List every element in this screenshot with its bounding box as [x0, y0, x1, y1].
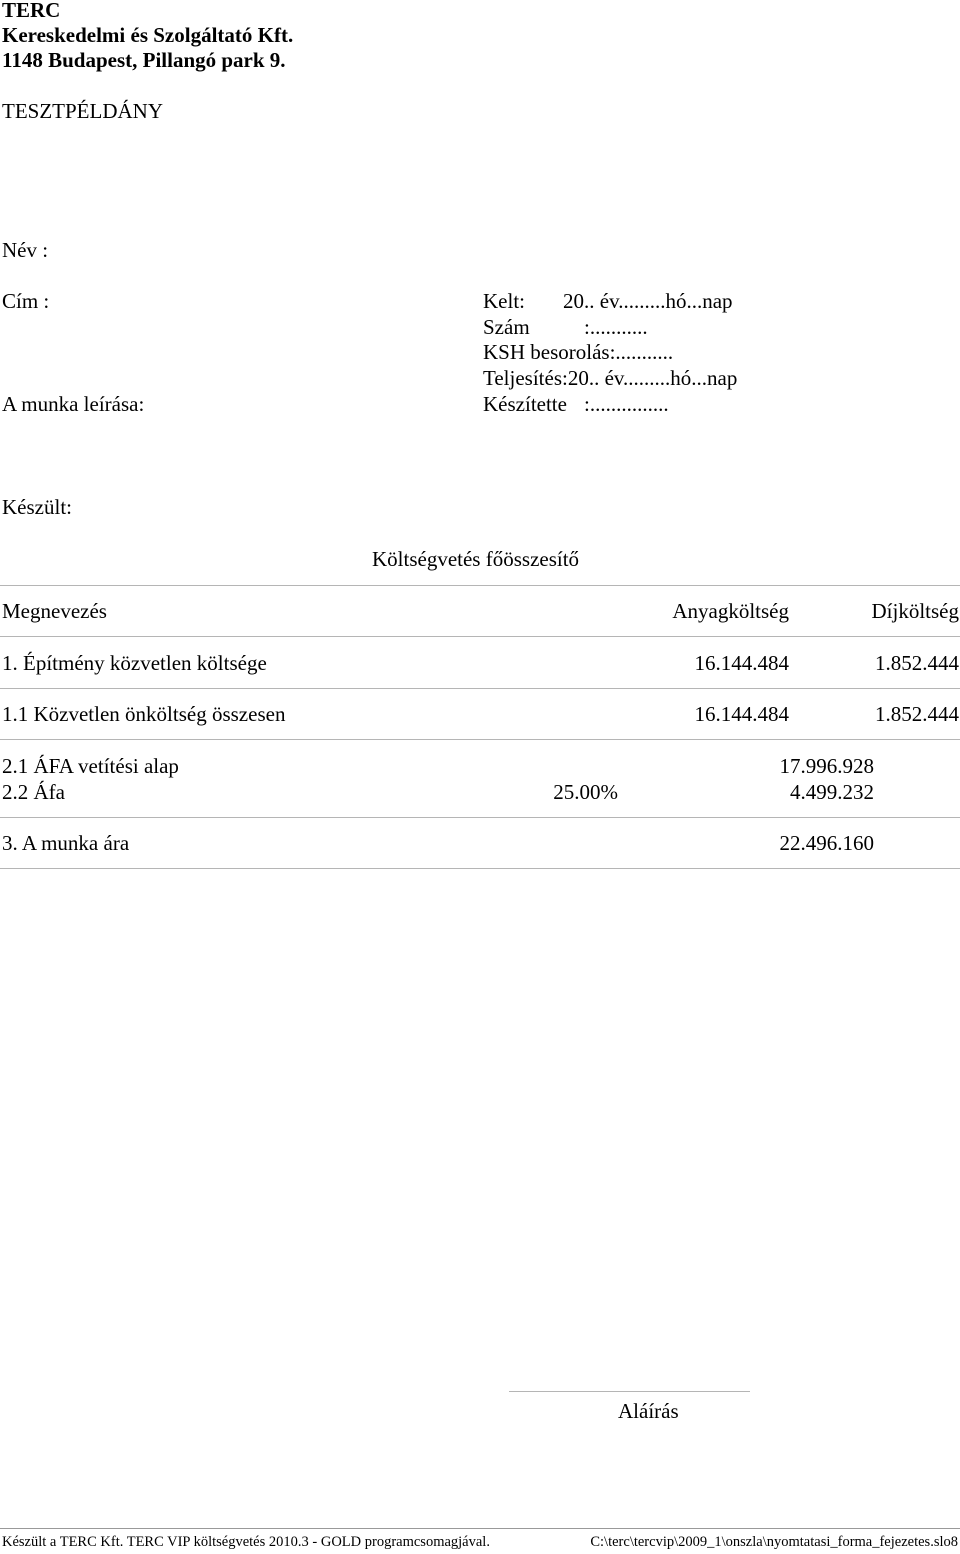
summary-title: Költségvetés főösszesítő [372, 547, 580, 571]
row-material-value: 16.144.484 [694, 702, 789, 726]
company-name: Kereskedelmi és Szolgáltató Kft. [2, 23, 294, 47]
row-rule [0, 817, 960, 818]
vat-rate: 25.00% [553, 780, 618, 804]
footer-rule [0, 1528, 960, 1529]
name-label: Név : [2, 238, 49, 262]
footer-file-path: C:\terc\tercvip\2009_1\onszla\nyomtatasi_forma_fejezetes.slo8 [590, 1534, 958, 1550]
prepared-by-label: Készítette [483, 392, 567, 416]
completion-date: Teljesítés:20.. év.........hó...nap [483, 366, 738, 390]
company-short-name: TERC [2, 0, 61, 22]
table-top-rule [0, 585, 960, 586]
column-header-name: Megnevezés [2, 599, 107, 623]
vat-base-label: 2.1 ÁFA vetítési alap [2, 754, 179, 778]
column-header-material: Anyagköltség [672, 599, 789, 623]
vat-label: 2.2 Áfa [2, 780, 65, 804]
row-rule [0, 688, 960, 689]
address-label: Cím : [2, 289, 50, 313]
vat-base-value: 17.996.928 [779, 754, 874, 778]
footer-credit: Készült a TERC Kft. TERC VIP költségvetés 2010.3 - GOLD programcsomagjával. [2, 1534, 490, 1550]
signature-label: Aláírás [618, 1399, 679, 1423]
column-header-fee: Díjköltség [871, 599, 959, 623]
row-label: 1.1 Közvetlen önköltség összesen [2, 702, 286, 726]
vat-value: 4.499.232 [790, 780, 874, 804]
date-label: Kelt: [483, 289, 525, 313]
date-value: 20.. év.........hó...nap [563, 289, 733, 313]
row-fee-value: 1.852.444 [875, 702, 959, 726]
test-copy-label: TESZTPÉLDÁNY [2, 99, 163, 123]
table-bottom-rule [0, 868, 960, 869]
row-fee-value: 1.852.444 [875, 651, 959, 675]
signature-line [509, 1391, 750, 1392]
row-material-value: 16.144.484 [694, 651, 789, 675]
number-label: Szám [483, 315, 530, 339]
table-header-rule [0, 636, 960, 637]
row-label: 1. Építmény közvetlen költsége [2, 651, 267, 675]
total-value: 22.496.160 [779, 831, 874, 855]
ksh-classification: KSH besorolás:........... [483, 340, 674, 364]
made-label: Készült: [2, 495, 72, 519]
row-rule [0, 739, 960, 740]
work-description-label: A munka leírása: [2, 392, 145, 416]
prepared-by-value: :............... [584, 392, 669, 416]
number-value: :........... [584, 315, 648, 339]
total-label: 3. A munka ára [2, 831, 130, 855]
company-address: 1148 Budapest, Pillangó park 9. [2, 48, 286, 72]
